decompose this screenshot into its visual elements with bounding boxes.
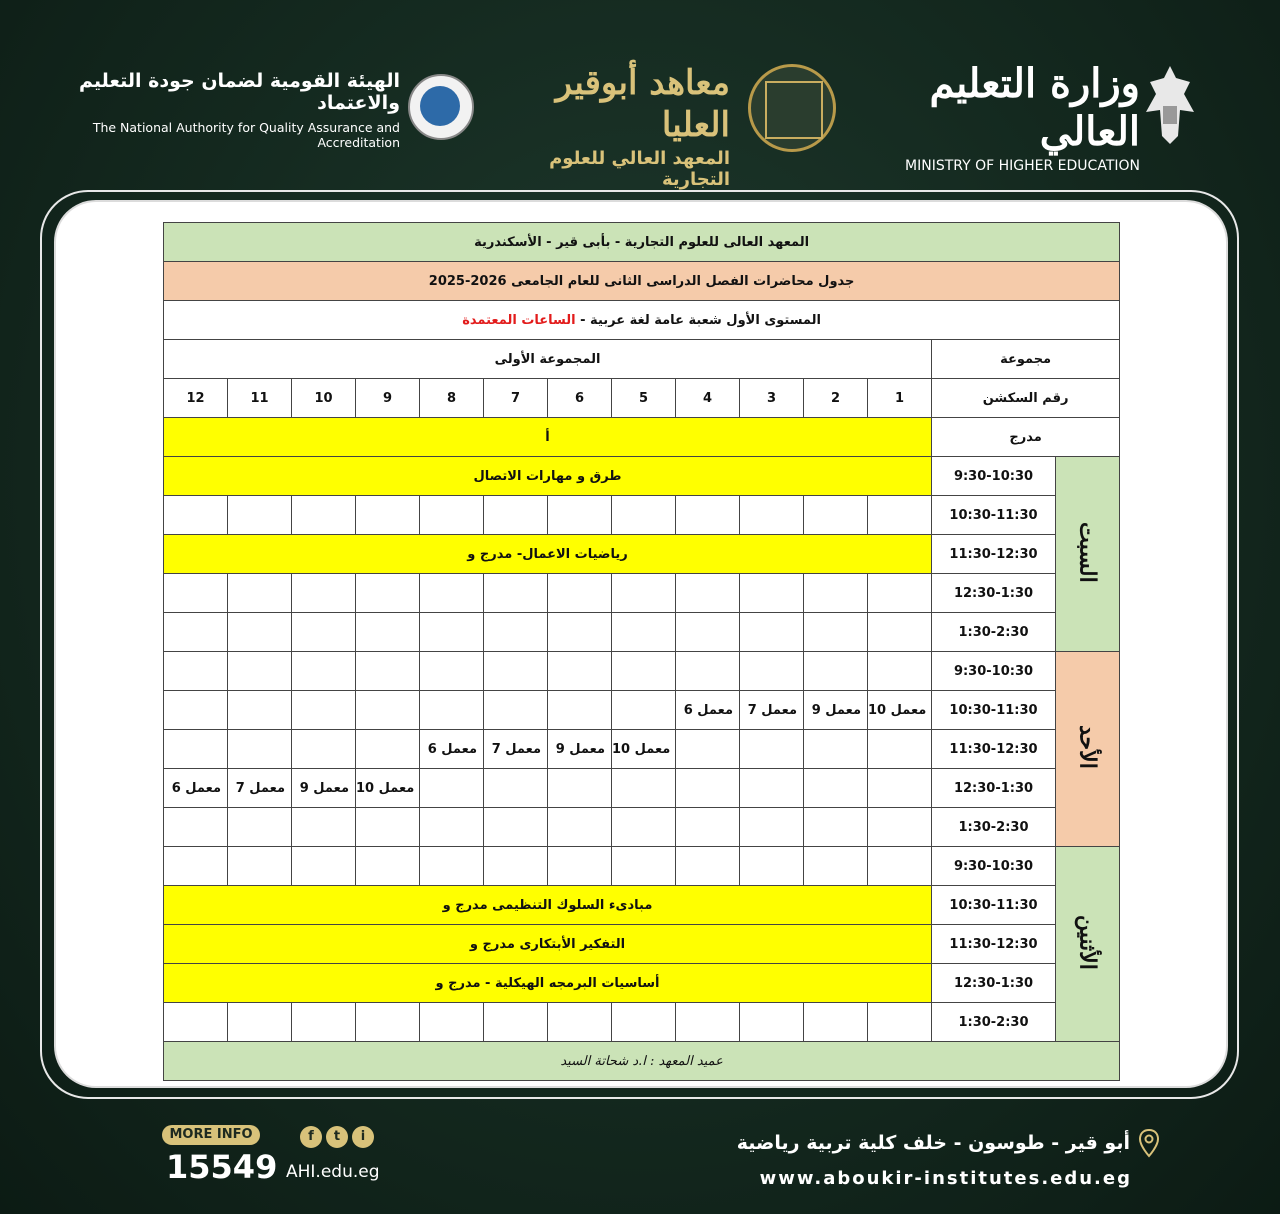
lab-cell: معمل 9 [292,769,356,808]
section-2: 2 [804,379,868,418]
social-icons [300,1125,378,1148]
time-slot: 11:30-12:30 [932,925,1056,964]
time-slot: 1:30-2:30 [932,1003,1056,1042]
address: أبو قير - طوسون - خلف كلية تربية رياضية [736,1132,1130,1154]
time-slot: 10:30-11:30 [932,886,1056,925]
section-5: 5 [612,379,676,418]
mon-course-3: أساسيات البرمجه الهيكلية - مدرج و [164,964,932,1003]
section-11: 11 [228,379,292,418]
time-slot: 9:30-10:30 [932,847,1056,886]
location-pin-icon [1138,1128,1160,1158]
lab-cell: معمل 6 [676,691,740,730]
section-label: رقم السكشن [932,379,1120,418]
lab-cell: معمل 10 [612,730,676,769]
lab-cell: معمل 10 [356,769,420,808]
ministry-name-ar: وزارة التعليم العالي [929,60,1140,155]
hotline-number: 15549 [166,1148,278,1186]
day-saturday [1056,457,1120,652]
section-7: 7 [484,379,548,418]
table-title-1: المعهد العالى للعلوم التجارية - بأبى قير - الأسكندرية [164,223,1120,262]
lab-cell: معمل 7 [228,769,292,808]
mon-course-2: التفكير الأبتكارى مدرج و [164,925,932,964]
ahi-logo-icon [748,64,836,152]
mon-course-1: مبادىء السلوك التنظيمى مدرج و [164,886,932,925]
time-slot: 11:30-12:30 [932,730,1056,769]
naqaae-name-en: The National Authority for Quality Assurance and Accreditation [92,120,400,150]
facebook-icon[interactable]: f [300,1126,322,1148]
institute-logo [480,62,730,190]
institute-name-ar2: المعهد العالي للعلوم التجارية [549,148,730,190]
time-slot: 11:30-12:30 [932,535,1056,574]
time-slot: 1:30-2:30 [932,613,1056,652]
instagram-icon[interactable]: i [352,1126,374,1148]
naqaae-block [70,70,400,150]
section-6: 6 [548,379,612,418]
day-sunday-label: الأحد [1074,725,1101,769]
hall-value: أ [164,418,932,457]
lab-cell: معمل 9 [804,691,868,730]
lab-cell: معمل 7 [740,691,804,730]
egypt-eagle-icon [1140,60,1200,150]
site-link[interactable]: AHI.edu.eg [286,1162,380,1182]
sat-course-2: رياضيات الاعمال- مدرج و [164,535,932,574]
naqaae-logo-icon [408,74,474,140]
ministry-logo [880,60,1140,174]
time-slot: 12:30-1:30 [932,574,1056,613]
header [40,40,1240,190]
time-slot: 9:30-10:30 [932,652,1056,691]
website-link[interactable]: www.aboukir-institutes.edu.eg [759,1168,1132,1189]
schedule-table [163,222,1120,1081]
lab-cell: معمل 10 [868,691,932,730]
section-1: 1 [868,379,932,418]
day-monday [1056,847,1120,1042]
section-4: 4 [676,379,740,418]
hall-label: مدرج [932,418,1120,457]
dean-signature: عميد المعهد : ا.د شحاتة السيد [164,1042,1120,1081]
table-title-2: جدول محاضرات الفصل الدراسى الثانى للعام الجامعى 2026-2025 [164,262,1120,301]
lab-cell: معمل 7 [484,730,548,769]
time-slot: 10:30-11:30 [932,691,1056,730]
section-3: 3 [740,379,804,418]
time-slot: 12:30-1:30 [932,769,1056,808]
sat-course-1: طرق و مهارات الاتصال [164,457,932,496]
time-slot: 12:30-1:30 [932,964,1056,1003]
time-slot: 9:30-10:30 [932,457,1056,496]
lab-cell: معمل 6 [164,769,228,808]
twitter-icon[interactable]: t [326,1126,348,1148]
day-monday-label: الأثنين [1074,914,1101,970]
lab-cell: معمل 9 [548,730,612,769]
more-info-badge: MORE INFO [162,1125,260,1145]
institute-name-ar1: معاهد أبوقير العليا [555,63,730,145]
day-saturday-label: السبت [1074,521,1101,583]
section-12: 12 [164,379,228,418]
title-3-main: المستوى الأول شعبة عامة لغة عربية - [575,312,821,328]
group-label: مجموعة [932,340,1120,379]
naqaae-name-ar: الهيئة القومية لضمان جودة التعليم والاعتماد [78,70,400,114]
section-9: 9 [356,379,420,418]
ministry-name-en: MINISTRY OF HIGHER EDUCATION [905,158,1140,174]
title-3-red: الساعات المعتمدة [462,312,576,328]
day-sunday [1056,652,1120,847]
time-slot: 1:30-2:30 [932,808,1056,847]
table-title-3 [164,301,1120,340]
group-value: المجموعة الأولى [164,340,932,379]
section-10: 10 [292,379,356,418]
time-slot: 10:30-11:30 [932,496,1056,535]
lab-cell: معمل 6 [420,730,484,769]
section-8: 8 [420,379,484,418]
